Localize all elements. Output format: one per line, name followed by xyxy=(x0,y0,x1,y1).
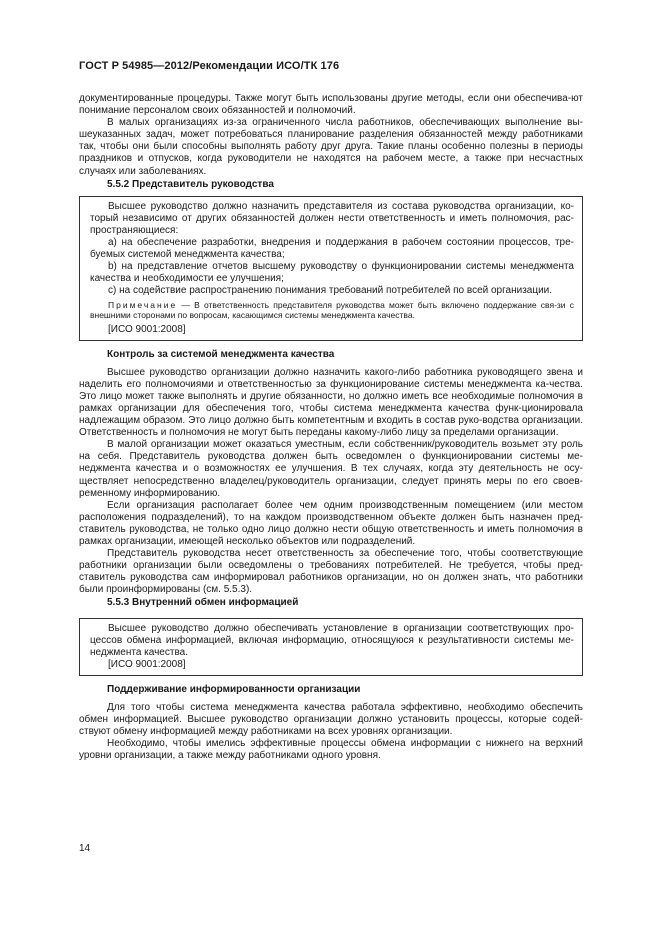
sub-heading-awareness: Поддерживание информированности организации xyxy=(107,683,361,695)
paragraph: Необходимо, чтобы имелись эффективные процессы обмена информации с нижнего на верхний уровни организации, а также между работниками одного уровня. xyxy=(79,738,583,762)
box-item-c: с) на содействие распространению понимания требований потребителей по всей организации. xyxy=(108,285,553,297)
box-text: Высшее руководство должно обеспечивать установление в организации соответствующих про-цессов обмена информацией, включая информацию, относящуюся к результативности системы ме-неджмента качества. xyxy=(90,622,574,658)
box-note xyxy=(90,300,574,321)
section-heading-553: 5.5.3 Внутренний обмен информацией xyxy=(107,597,299,609)
paragraph: В малых организациях из-за ограниченного числа работников, обеспечивающих выполнение вы-шеуказанных задач, может потребоваться планирование разделения обязанностей между работниками так, чтобы они были способны выполнять работу друг друга. Такие планы особенно полезны в периоды праздников и отпусков, когда руководители не находятся на рабочем месте, а также при несчастных случаях или заболеваниях. xyxy=(79,117,583,177)
page-number: 14 xyxy=(79,843,91,854)
paragraph: документированные процедуры. Также могут быть использованы другие методы, если они обеспечива-ют понимание персоналом своих обязанностей и полномочий. xyxy=(79,93,583,117)
paragraph: Представитель руководства несет ответственность за обеспечение того, чтобы соответствующие работники организации были осведомлены о требованиях потребителей. Не требуется, чтобы пред-ставитель руководства сам информировал работников организации, но он должен знать, что работники были проинформированы (см. 5.5.3). xyxy=(79,548,583,596)
iso-reference: [ИСО 9001:2008] xyxy=(108,658,186,670)
paragraph: В малой организации может оказаться уместным, если собственник/руководитель возьмет эту роль на себя. Представитель руководства должен быть осведомлен о функционировании системы ме-неджмента качества и о возможностях ее улучшения. В тех случаях, когда эту деятельность не осу-ществляет непосредственно владелец/руководитель организации, следует принять меры по его своев-ременному информированию. xyxy=(79,439,583,499)
running-header: ГОСТ Р 54985—2012/Рекомендации ИСО/ТК 176 xyxy=(79,60,340,72)
body-text xyxy=(79,93,583,763)
section-heading-552: 5.5.2 Представитель руководства xyxy=(107,178,274,190)
iso-reference: [ИСО 9001:2008] xyxy=(108,323,186,335)
iso-quote-box-553 xyxy=(79,618,583,676)
box-item-a: а) на обеспечение разработки, внедрения и поддержания в рабочем состоянии процессов, тре-буемых системой менеджмента качества; xyxy=(90,237,574,261)
paragraph: Высшее руководство организации должно назначить какого-либо работника руководящего звена и наделить его полномочиями и ответственностью за функционирование системы менеджмента ка-чества. Это лицо может также выполнять и другие обязанности, но должно иметь все необходимые полномочия в рамках организации для обеспечения того, чтобы система менеджмента качества функ-ционировала надлежащим образом. Это лицо должно быть компетентным и входить в состав руко-водства организации. Ответственность и полномочия не могут быть переданы какому-либо лицу за пределами организации. xyxy=(79,366,583,439)
note-label: Примечание xyxy=(108,299,178,310)
paragraph: Для того чтобы система менеджмента качества работала эффективно, необходимо обеспечить обмен информацией. Высшее руководство организации должно установить процессы, которые содей-ствуют обмену информацией между работниками на всех уровнях организации. xyxy=(79,702,583,738)
note-text: — В ответственность представителя руководства может быть включено поддержание свя-зи с внешними сторонами по вопросам, касающимся системы менеджмента качества. xyxy=(90,299,574,320)
sub-heading-quality-control: Контроль за системой менеджмента качества xyxy=(107,348,335,360)
iso-quote-box-552 xyxy=(79,196,583,341)
paragraph: Если организация располагает более чем одним производственным помещением (или местом расположения подразделений), то на каждом производственном объекте должен быть назначен пред-ставитель руководства, не только одно лицо должно нести общую ответственность и иметь полномочия в рамках организации, имеющей несколько объектов или подразделений. xyxy=(79,499,583,547)
box-item-b: b) на представление отчетов высшему руководству о функционировании системы менеджмента качества и необходимости ее улучшения; xyxy=(90,261,574,285)
box-intro: Высшее руководство должно назначить представителя из состава руководства организации, ко-торый независимо от других обязанностей должен нести ответственность и иметь полномочия, рас-пространяющиеся: xyxy=(90,200,574,236)
